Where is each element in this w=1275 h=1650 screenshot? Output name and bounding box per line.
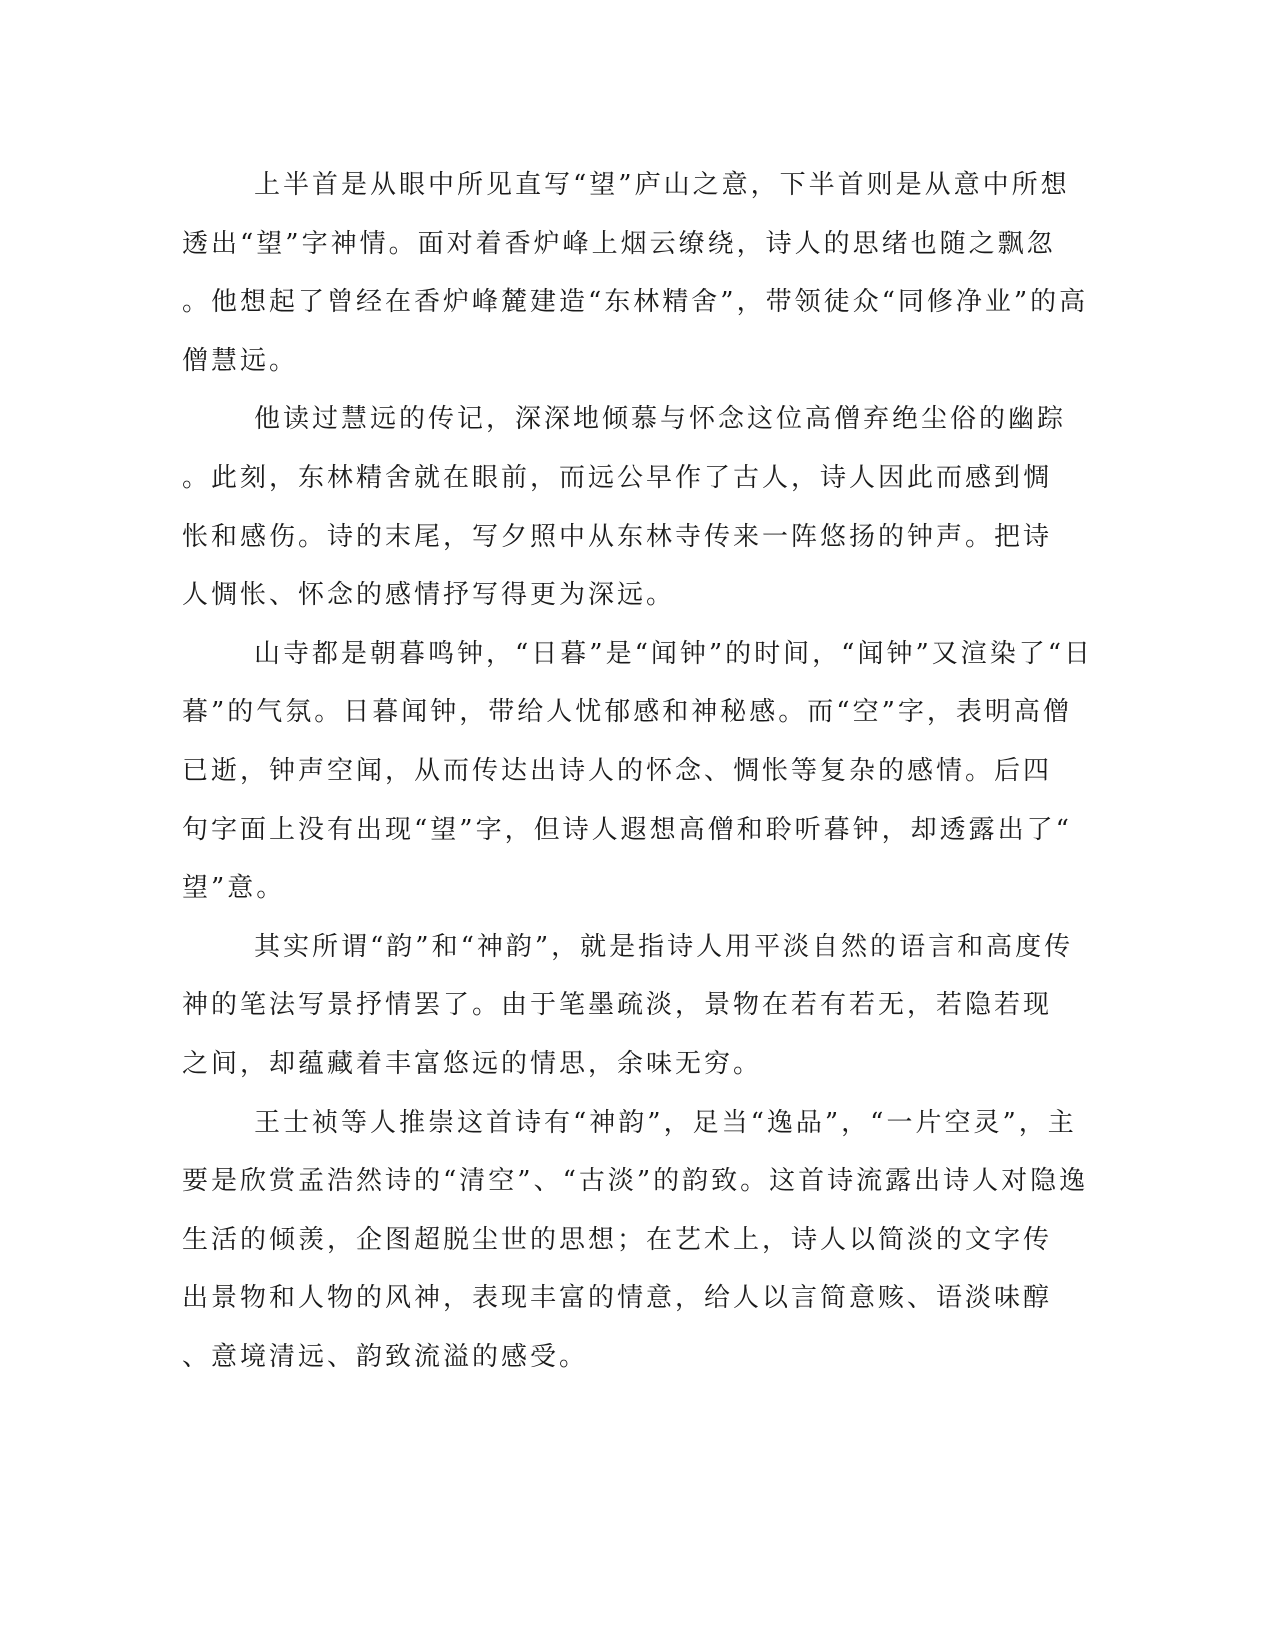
- paragraph-line: 要是欣赏孟浩然诗的“清空”、“古淡”的韵致。这首诗流露出诗人对隐逸: [182, 1166, 1089, 1197]
- paragraph-line: 人惆怅、怀念的感情抒写得更为深远。: [182, 580, 676, 611]
- paragraph-line: 怅和感伤。诗的末尾，写夕照中从东林寺传来一阵悠扬的钟声。把诗: [182, 521, 1053, 552]
- paragraph-line: 暮”的气氛。日暮闻钟，带给人忧郁感和神秘感。而“空”字，表明高僧: [182, 697, 1072, 728]
- paragraph-line: 神的笔法写景抒情罢了。由于笔墨疏淡，景物在若有若无，若隐若现: [182, 990, 1053, 1021]
- paragraph: [182, 918, 1074, 1094]
- paragraph-line: 出景物和人物的风神，表现丰富的情意，给人以言简意赅、语淡味醇: [182, 1283, 1053, 1314]
- paragraph: [182, 390, 1067, 624]
- paragraph-line: 僧慧远。: [182, 345, 299, 376]
- paragraph-line: 他读过慧远的传记，深深地倾慕与怀念这位高僧弃绝尘俗的幽踪: [254, 404, 1067, 435]
- paragraph-line: 透出“望”字神情。面对着香炉峰上烟云缭绕，诗人的思绪也随之飘忽: [182, 228, 1056, 259]
- paragraph-line: 山寺都是朝暮鸣钟，“日暮”是“闻钟”的时间，“闻钟”又渲染了“日: [254, 638, 1094, 669]
- paragraph-line: 、意境清远、韵致流溢的感受。: [182, 1341, 589, 1372]
- paragraph-line: 。此刻，东林精舍就在眼前，而远公早作了古人，诗人因此而感到惆: [182, 462, 1053, 493]
- paragraph-line: 王士祯等人推崇这首诗有“神韵”，足当“逸品”，“一片空灵”，主: [254, 1107, 1077, 1138]
- paragraph-line: 之间，却蕴藏着丰富悠远的情思，余味无穷。: [182, 1048, 763, 1079]
- paragraph: [182, 625, 1094, 918]
- paragraph-line: 生活的倾羡，企图超脱尘世的思想；在艺术上，诗人以简淡的文字传: [182, 1224, 1053, 1255]
- paragraph-line: 。他想起了曾经在香炉峰麓建造“东林精舍”，带领徒众“同修净业”的高: [182, 287, 1089, 318]
- paragraph-line: 上半首是从眼中所见直写“望”庐山之意，下半首则是从意中所想: [254, 170, 1070, 200]
- paragraph-line: 望”意。: [182, 873, 286, 904]
- paragraph-line: 句字面上没有出现“望”字，但诗人遐想高僧和聆听暮钟，却透露出了“: [182, 814, 1072, 845]
- paragraph-line: 其实所谓“韵”和“神韵”，就是指诗人用平淡自然的语言和高度传: [254, 931, 1074, 962]
- paragraph: [182, 156, 1089, 390]
- paragraph-line: 已逝，钟声空闻，从而传达出诗人的怀念、惆怅等复杂的感情。后四: [182, 755, 1053, 786]
- paragraph: [182, 1094, 1089, 1387]
- document-body: [182, 156, 1094, 1386]
